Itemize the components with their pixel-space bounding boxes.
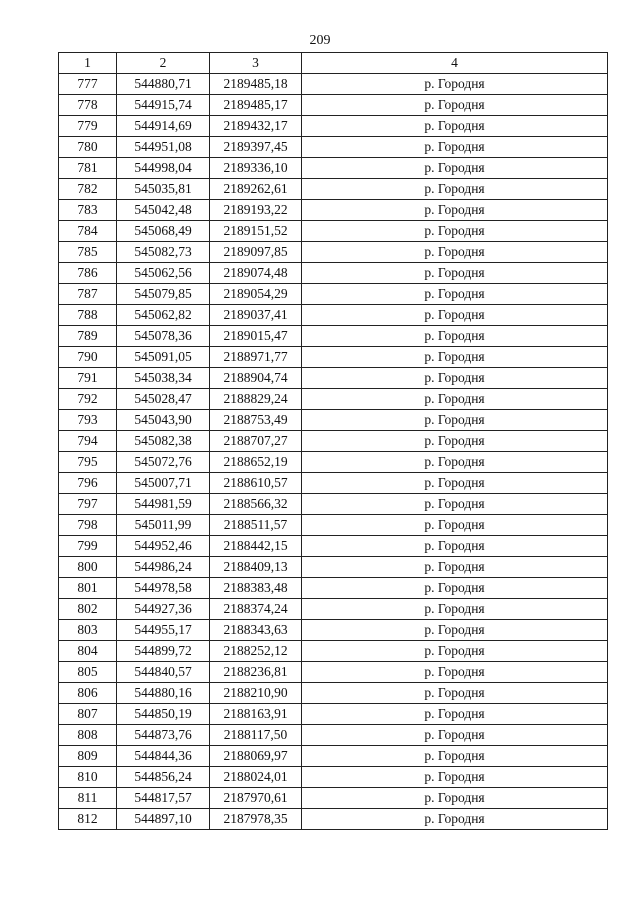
point-number-cell: 810 [59, 767, 117, 788]
table-row [59, 389, 608, 410]
object-name-cell: р. Городня [302, 683, 608, 704]
table-row [59, 704, 608, 725]
y-coordinate-cell: 2189193,22 [210, 200, 302, 221]
object-name-cell: р. Городня [302, 767, 608, 788]
y-coordinate-cell: 2188652,19 [210, 452, 302, 473]
point-number-cell: 805 [59, 662, 117, 683]
table-row [59, 347, 608, 368]
header-col-4: 4 [302, 53, 608, 74]
x-coordinate-cell: 545028,47 [117, 389, 210, 410]
point-number-cell: 778 [59, 95, 117, 116]
object-name-cell: р. Городня [302, 158, 608, 179]
point-number-cell: 777 [59, 74, 117, 95]
table-row [59, 116, 608, 137]
object-name-cell: р. Городня [302, 494, 608, 515]
object-name-cell: р. Городня [302, 221, 608, 242]
object-name-cell: р. Городня [302, 200, 608, 221]
y-coordinate-cell: 2188210,90 [210, 683, 302, 704]
y-coordinate-cell: 2188343,63 [210, 620, 302, 641]
y-coordinate-cell: 2188829,24 [210, 389, 302, 410]
object-name-cell: р. Городня [302, 620, 608, 641]
point-number-cell: 799 [59, 536, 117, 557]
object-name-cell: р. Городня [302, 809, 608, 830]
object-name-cell: р. Городня [302, 473, 608, 494]
point-number-cell: 801 [59, 578, 117, 599]
point-number-cell: 811 [59, 788, 117, 809]
table-row [59, 158, 608, 179]
object-name-cell: р. Городня [302, 137, 608, 158]
point-number-cell: 808 [59, 725, 117, 746]
object-name-cell: р. Городня [302, 515, 608, 536]
point-number-cell: 796 [59, 473, 117, 494]
table-row [59, 431, 608, 452]
object-name-cell: р. Городня [302, 263, 608, 284]
x-coordinate-cell: 544873,76 [117, 725, 210, 746]
x-coordinate-cell: 545068,49 [117, 221, 210, 242]
object-name-cell: р. Городня [302, 599, 608, 620]
y-coordinate-cell: 2189262,61 [210, 179, 302, 200]
y-coordinate-cell: 2188753,49 [210, 410, 302, 431]
y-coordinate-cell: 2189432,17 [210, 116, 302, 137]
table-row [59, 473, 608, 494]
table-row [59, 326, 608, 347]
table-row [59, 200, 608, 221]
header-col-2: 2 [117, 53, 210, 74]
table-row [59, 284, 608, 305]
table-row [59, 95, 608, 116]
point-number-cell: 795 [59, 452, 117, 473]
x-coordinate-cell: 544915,74 [117, 95, 210, 116]
table-row [59, 599, 608, 620]
y-coordinate-cell: 2188409,13 [210, 557, 302, 578]
table-row [59, 242, 608, 263]
table-row [59, 221, 608, 242]
object-name-cell: р. Городня [302, 788, 608, 809]
object-name-cell: р. Городня [302, 431, 608, 452]
x-coordinate-cell: 545082,73 [117, 242, 210, 263]
object-name-cell: р. Городня [302, 641, 608, 662]
point-number-cell: 803 [59, 620, 117, 641]
table-row [59, 683, 608, 704]
y-coordinate-cell: 2188024,01 [210, 767, 302, 788]
table-row [59, 767, 608, 788]
point-number-cell: 802 [59, 599, 117, 620]
y-coordinate-cell: 2189074,48 [210, 263, 302, 284]
table-row [59, 578, 608, 599]
y-coordinate-cell: 2188904,74 [210, 368, 302, 389]
point-number-cell: 804 [59, 641, 117, 662]
coordinates-table [58, 52, 608, 830]
y-coordinate-cell: 2187970,61 [210, 788, 302, 809]
x-coordinate-cell: 544955,17 [117, 620, 210, 641]
point-number-cell: 793 [59, 410, 117, 431]
x-coordinate-cell: 544897,10 [117, 809, 210, 830]
x-coordinate-cell: 544986,24 [117, 557, 210, 578]
y-coordinate-cell: 2188707,27 [210, 431, 302, 452]
y-coordinate-cell: 2189015,47 [210, 326, 302, 347]
y-coordinate-cell: 2189336,10 [210, 158, 302, 179]
x-coordinate-cell: 545078,36 [117, 326, 210, 347]
y-coordinate-cell: 2188374,24 [210, 599, 302, 620]
x-coordinate-cell: 544952,46 [117, 536, 210, 557]
y-coordinate-cell: 2189054,29 [210, 284, 302, 305]
table-row [59, 788, 608, 809]
point-number-cell: 812 [59, 809, 117, 830]
point-number-cell: 791 [59, 368, 117, 389]
y-coordinate-cell: 2188236,81 [210, 662, 302, 683]
x-coordinate-cell: 544951,08 [117, 137, 210, 158]
x-coordinate-cell: 545007,71 [117, 473, 210, 494]
point-number-cell: 789 [59, 326, 117, 347]
y-coordinate-cell: 2189037,41 [210, 305, 302, 326]
x-coordinate-cell: 545091,05 [117, 347, 210, 368]
table-row [59, 494, 608, 515]
object-name-cell: р. Городня [302, 536, 608, 557]
x-coordinate-cell: 545082,38 [117, 431, 210, 452]
point-number-cell: 782 [59, 179, 117, 200]
x-coordinate-cell: 545011,99 [117, 515, 210, 536]
point-number-cell: 800 [59, 557, 117, 578]
page-number: 209 [309, 33, 331, 48]
x-coordinate-cell: 544927,36 [117, 599, 210, 620]
object-name-cell: р. Городня [302, 95, 608, 116]
object-name-cell: р. Городня [302, 452, 608, 473]
point-number-cell: 792 [59, 389, 117, 410]
point-number-cell: 794 [59, 431, 117, 452]
object-name-cell: р. Городня [302, 368, 608, 389]
y-coordinate-cell: 2189485,17 [210, 95, 302, 116]
y-coordinate-cell: 2188442,15 [210, 536, 302, 557]
point-number-cell: 809 [59, 746, 117, 767]
point-number-cell: 788 [59, 305, 117, 326]
header-col-3: 3 [210, 53, 302, 74]
point-number-cell: 786 [59, 263, 117, 284]
y-coordinate-cell: 2188383,48 [210, 578, 302, 599]
y-coordinate-cell: 2188971,77 [210, 347, 302, 368]
table-header-row [59, 53, 608, 74]
object-name-cell: р. Городня [302, 347, 608, 368]
y-coordinate-cell: 2188069,97 [210, 746, 302, 767]
x-coordinate-cell: 544914,69 [117, 116, 210, 137]
table-row [59, 809, 608, 830]
y-coordinate-cell: 2189097,85 [210, 242, 302, 263]
point-number-cell: 787 [59, 284, 117, 305]
table-row [59, 746, 608, 767]
table-row [59, 641, 608, 662]
x-coordinate-cell: 545043,90 [117, 410, 210, 431]
object-name-cell: р. Городня [302, 704, 608, 725]
object-name-cell: р. Городня [302, 746, 608, 767]
y-coordinate-cell: 2189151,52 [210, 221, 302, 242]
table-row [59, 263, 608, 284]
object-name-cell: р. Городня [302, 578, 608, 599]
object-name-cell: р. Городня [302, 242, 608, 263]
object-name-cell: р. Городня [302, 284, 608, 305]
object-name-cell: р. Городня [302, 410, 608, 431]
point-number-cell: 779 [59, 116, 117, 137]
point-number-cell: 798 [59, 515, 117, 536]
point-number-cell: 807 [59, 704, 117, 725]
y-coordinate-cell: 2188252,12 [210, 641, 302, 662]
x-coordinate-cell: 544899,72 [117, 641, 210, 662]
point-number-cell: 784 [59, 221, 117, 242]
point-number-cell: 785 [59, 242, 117, 263]
y-coordinate-cell: 2188511,57 [210, 515, 302, 536]
x-coordinate-cell: 545062,56 [117, 263, 210, 284]
x-coordinate-cell: 545042,48 [117, 200, 210, 221]
table-row [59, 368, 608, 389]
x-coordinate-cell: 545038,34 [117, 368, 210, 389]
object-name-cell: р. Городня [302, 116, 608, 137]
object-name-cell: р. Городня [302, 389, 608, 410]
x-coordinate-cell: 544856,24 [117, 767, 210, 788]
table-row [59, 662, 608, 683]
x-coordinate-cell: 544817,57 [117, 788, 210, 809]
table-row [59, 620, 608, 641]
object-name-cell: р. Городня [302, 179, 608, 200]
x-coordinate-cell: 545062,82 [117, 305, 210, 326]
y-coordinate-cell: 2189485,18 [210, 74, 302, 95]
x-coordinate-cell: 545079,85 [117, 284, 210, 305]
x-coordinate-cell: 544981,59 [117, 494, 210, 515]
object-name-cell: р. Городня [302, 326, 608, 347]
point-number-cell: 797 [59, 494, 117, 515]
x-coordinate-cell: 544850,19 [117, 704, 210, 725]
x-coordinate-cell: 544880,71 [117, 74, 210, 95]
table-row [59, 410, 608, 431]
table-row [59, 515, 608, 536]
object-name-cell: р. Городня [302, 725, 608, 746]
x-coordinate-cell: 544844,36 [117, 746, 210, 767]
x-coordinate-cell: 545072,76 [117, 452, 210, 473]
x-coordinate-cell: 544880,16 [117, 683, 210, 704]
x-coordinate-cell: 545035,81 [117, 179, 210, 200]
y-coordinate-cell: 2188163,91 [210, 704, 302, 725]
object-name-cell: р. Городня [302, 662, 608, 683]
table-row [59, 305, 608, 326]
object-name-cell: р. Городня [302, 74, 608, 95]
point-number-cell: 806 [59, 683, 117, 704]
x-coordinate-cell: 544840,57 [117, 662, 210, 683]
table-row [59, 137, 608, 158]
x-coordinate-cell: 544978,58 [117, 578, 210, 599]
table-row [59, 536, 608, 557]
table-row [59, 179, 608, 200]
point-number-cell: 780 [59, 137, 117, 158]
table-row [59, 557, 608, 578]
point-number-cell: 781 [59, 158, 117, 179]
table-row [59, 74, 608, 95]
y-coordinate-cell: 2188566,32 [210, 494, 302, 515]
y-coordinate-cell: 2189397,45 [210, 137, 302, 158]
object-name-cell: р. Городня [302, 557, 608, 578]
y-coordinate-cell: 2188117,50 [210, 725, 302, 746]
y-coordinate-cell: 2188610,57 [210, 473, 302, 494]
table-row [59, 452, 608, 473]
table-row [59, 725, 608, 746]
object-name-cell: р. Городня [302, 305, 608, 326]
y-coordinate-cell: 2187978,35 [210, 809, 302, 830]
point-number-cell: 783 [59, 200, 117, 221]
point-number-cell: 790 [59, 347, 117, 368]
header-col-1: 1 [59, 53, 117, 74]
x-coordinate-cell: 544998,04 [117, 158, 210, 179]
